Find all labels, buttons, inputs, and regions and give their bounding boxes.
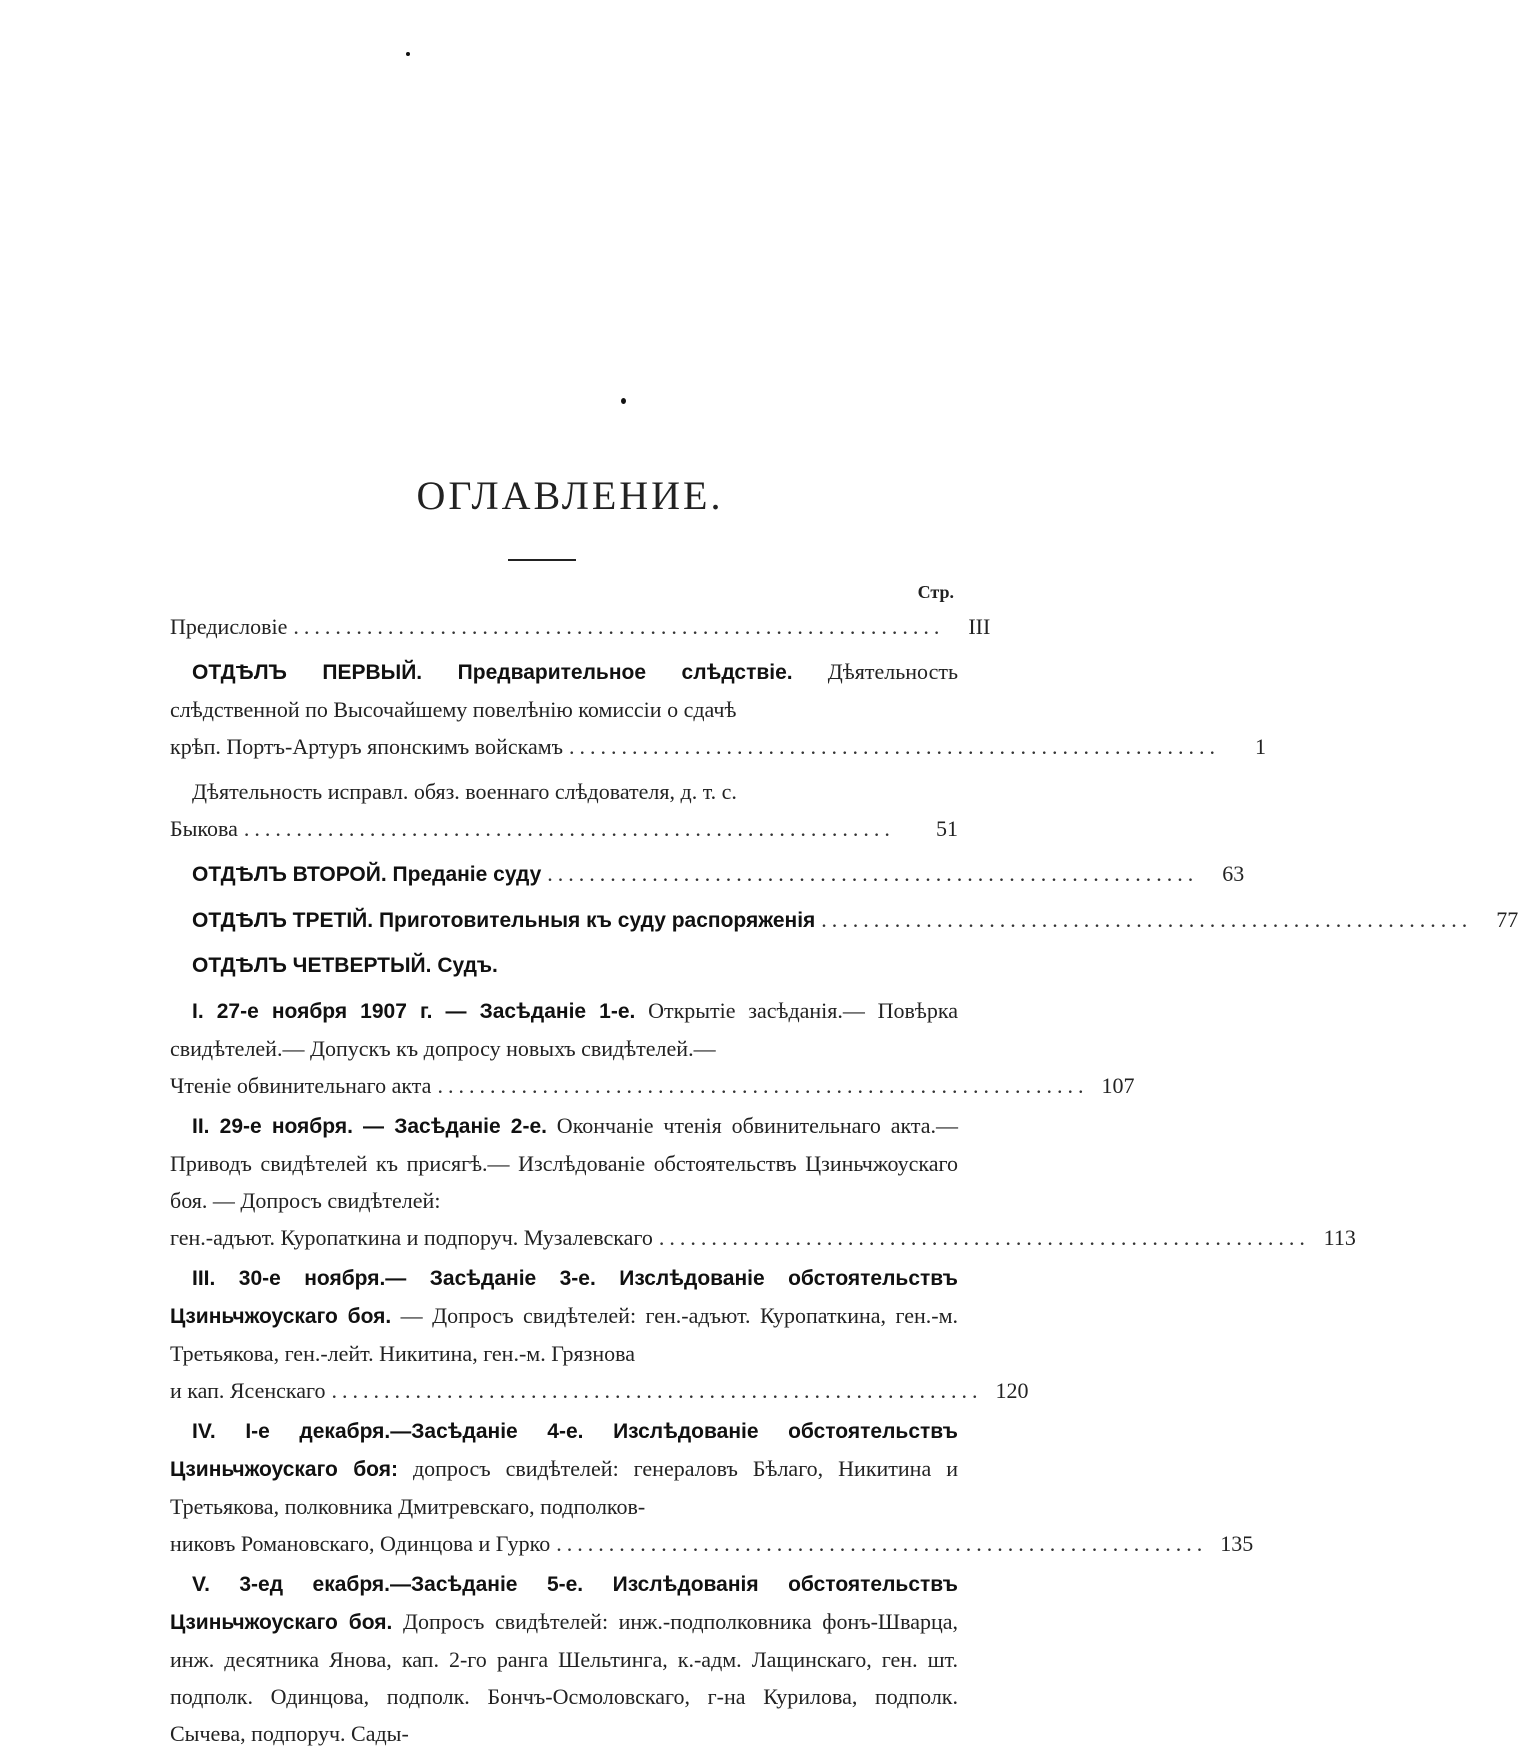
entry-last-line [170,810,958,847]
entry-text-end: ген.-адъют. Куропаткина и подпоруч. Музалевскаго [170,1225,653,1250]
entry-heading: V. 3-ед екабря.—Засѣданіе 5-е. Изслѣдованія обстоятельствъ Цзиньчжоускаго боя. [170,1573,958,1634]
toc-entry-session-1 [170,992,1135,1104]
entry-text-end: и кап. Ясенскаго [170,1378,326,1403]
entry-last-line [170,728,1267,765]
leader-dots: .............................................................. [556,1531,1208,1556]
entry-text: Дѣятельность исправл. обяз. военнаго слѣдователя, д. т. с. [192,779,737,804]
leader-dots: .............................................................. [821,907,1473,932]
page-number: 1 [1255,734,1267,759]
entry-heading: IV. I-е декабря.—Засѣданіе 4-е. Изслѣдованіе обстоятельствъ Цзиньчжоускаго боя: [170,1420,958,1481]
leader-dots: .............................................................. [293,614,945,639]
page-title: ОГЛАВЛЕНИЕ. [416,473,724,518]
entry-heading: ОТДѢЛЪ ЧЕТВЕРТЫЙ. Судъ. [192,954,498,977]
entry-text-end: Быкова [170,816,238,841]
entry-text-end: Чтеніе обвинительнаго акта [170,1073,432,1098]
page-number: 51 [936,816,958,841]
toc-entry-session-5 [170,1565,958,1752]
leader-dots: .............................................................. [437,1073,1089,1098]
leader-dots: .............................................................. [569,734,1221,759]
entry-last-line [170,901,1518,939]
table-of-contents [170,582,1518,1752]
entry-heading: I. 27-е ноября 1907 г. — Засѣданіе 1-е. [192,1000,636,1023]
entry-last-line [170,1525,1254,1562]
toc-entry-part-three [170,901,1518,939]
toc-entry-session-3 [170,1259,1029,1409]
entry-heading: III. 30-е ноября.— Засѣданіе 3-е. Изслѣдованіе обстоятельствъ Цзиньчжоускаго боя. [170,1267,958,1328]
page-number: 77 [1496,907,1518,932]
entry-text-end: никовъ Романовскаго, Одинцова и Гурко [170,1531,551,1556]
toc-entry-session-2 [170,1107,1356,1256]
leader-dots: .............................................................. [547,861,1199,886]
entry-last-line [170,1067,1135,1104]
page-number: 135 [1220,1531,1254,1556]
toc-entry-part-four [170,947,958,984]
entry-last-line [170,947,958,984]
entry-heading: ОТДѢЛЪ ПЕРВЫЙ. Предварительное слѣдствіе. [192,661,793,684]
leader-dots: .............................................................. [658,1225,1310,1250]
entry-last-line [170,1219,1356,1256]
entry-heading: ОТДѢЛЪ ТРЕТІЙ. Приготовительныя къ суду распоряженія [192,909,816,932]
title-rule [508,559,576,561]
entry-last-line [170,1372,1029,1409]
page-number: 63 [1222,861,1245,886]
page-number: 107 [1101,1073,1135,1098]
entry-text: — Допросъ свидѣтелей: ген.-адъют. Куропаткина, ген.-м. Третьякова, ген.-лейт. Никитина, ген.-м. Грязнова [170,1303,959,1366]
page-column-header: Стр. [917,582,954,602]
page-number: 113 [1323,1225,1356,1250]
toc-entry-session-4 [170,1412,1254,1562]
entry-text: Допросъ свидѣтелей: инж.-подполковника фонъ-Шварца, инж. десятника Янова, кап. 2-го ранга Шельтинга, к.-адм. Лащинскаго, ген. шт. подполк. Одинцова, подполк. Бончъ-Осмоловскаго, г-на Курилова, подполк. Сычева, подпоруч. Сады- [170,1609,959,1746]
entry-text-end: крѣп. Портъ-Артуръ японскимъ войскамъ [170,734,564,759]
toc-entry-part-one [170,653,1267,765]
ink-speck [621,398,626,404]
page-number: 120 [995,1378,1029,1403]
entry-last-line [170,855,1245,893]
leader-dots: .............................................................. [331,1378,983,1403]
page-number: III [968,614,991,639]
entry-last-line [170,608,991,645]
entry-text: Окончаніе чтенія обвинительнаго акта.— Приводъ свидѣтелей къ присягѣ.— Изслѣдованіе обстоятельствъ Цзиньчжоускаго боя. — Допросъ свидѣтелей: [170,1113,958,1213]
toc-entry-part-two [170,855,1245,893]
entry-title: Предисловіе [170,614,288,639]
entry-heading: ОТДѢЛЪ ВТОРОЙ. Преданіе суду [192,863,542,886]
leader-dots: .............................................................. [243,816,895,841]
entry-text: допросъ свидѣтелей: генераловъ Бѣлаго, Никитина и Третьякова, полковника Дмитревскаго, подполков- [170,1456,958,1519]
ink-speck [406,52,410,56]
entry-heading: II. 29-е ноября. — Засѣданіе 2-е. [192,1115,547,1138]
entry-text: Открытіе засѣданія.— Повѣрка свидѣтелей.— Допускъ къ допросу новыхъ свидѣтелей.— [170,998,958,1061]
toc-entry-bykov [170,773,958,847]
entry-text: Дѣятельность слѣдственной по Высочайшему повелѣнію комиссіи о сдачѣ [170,659,958,722]
toc-entry-preface [170,608,991,645]
